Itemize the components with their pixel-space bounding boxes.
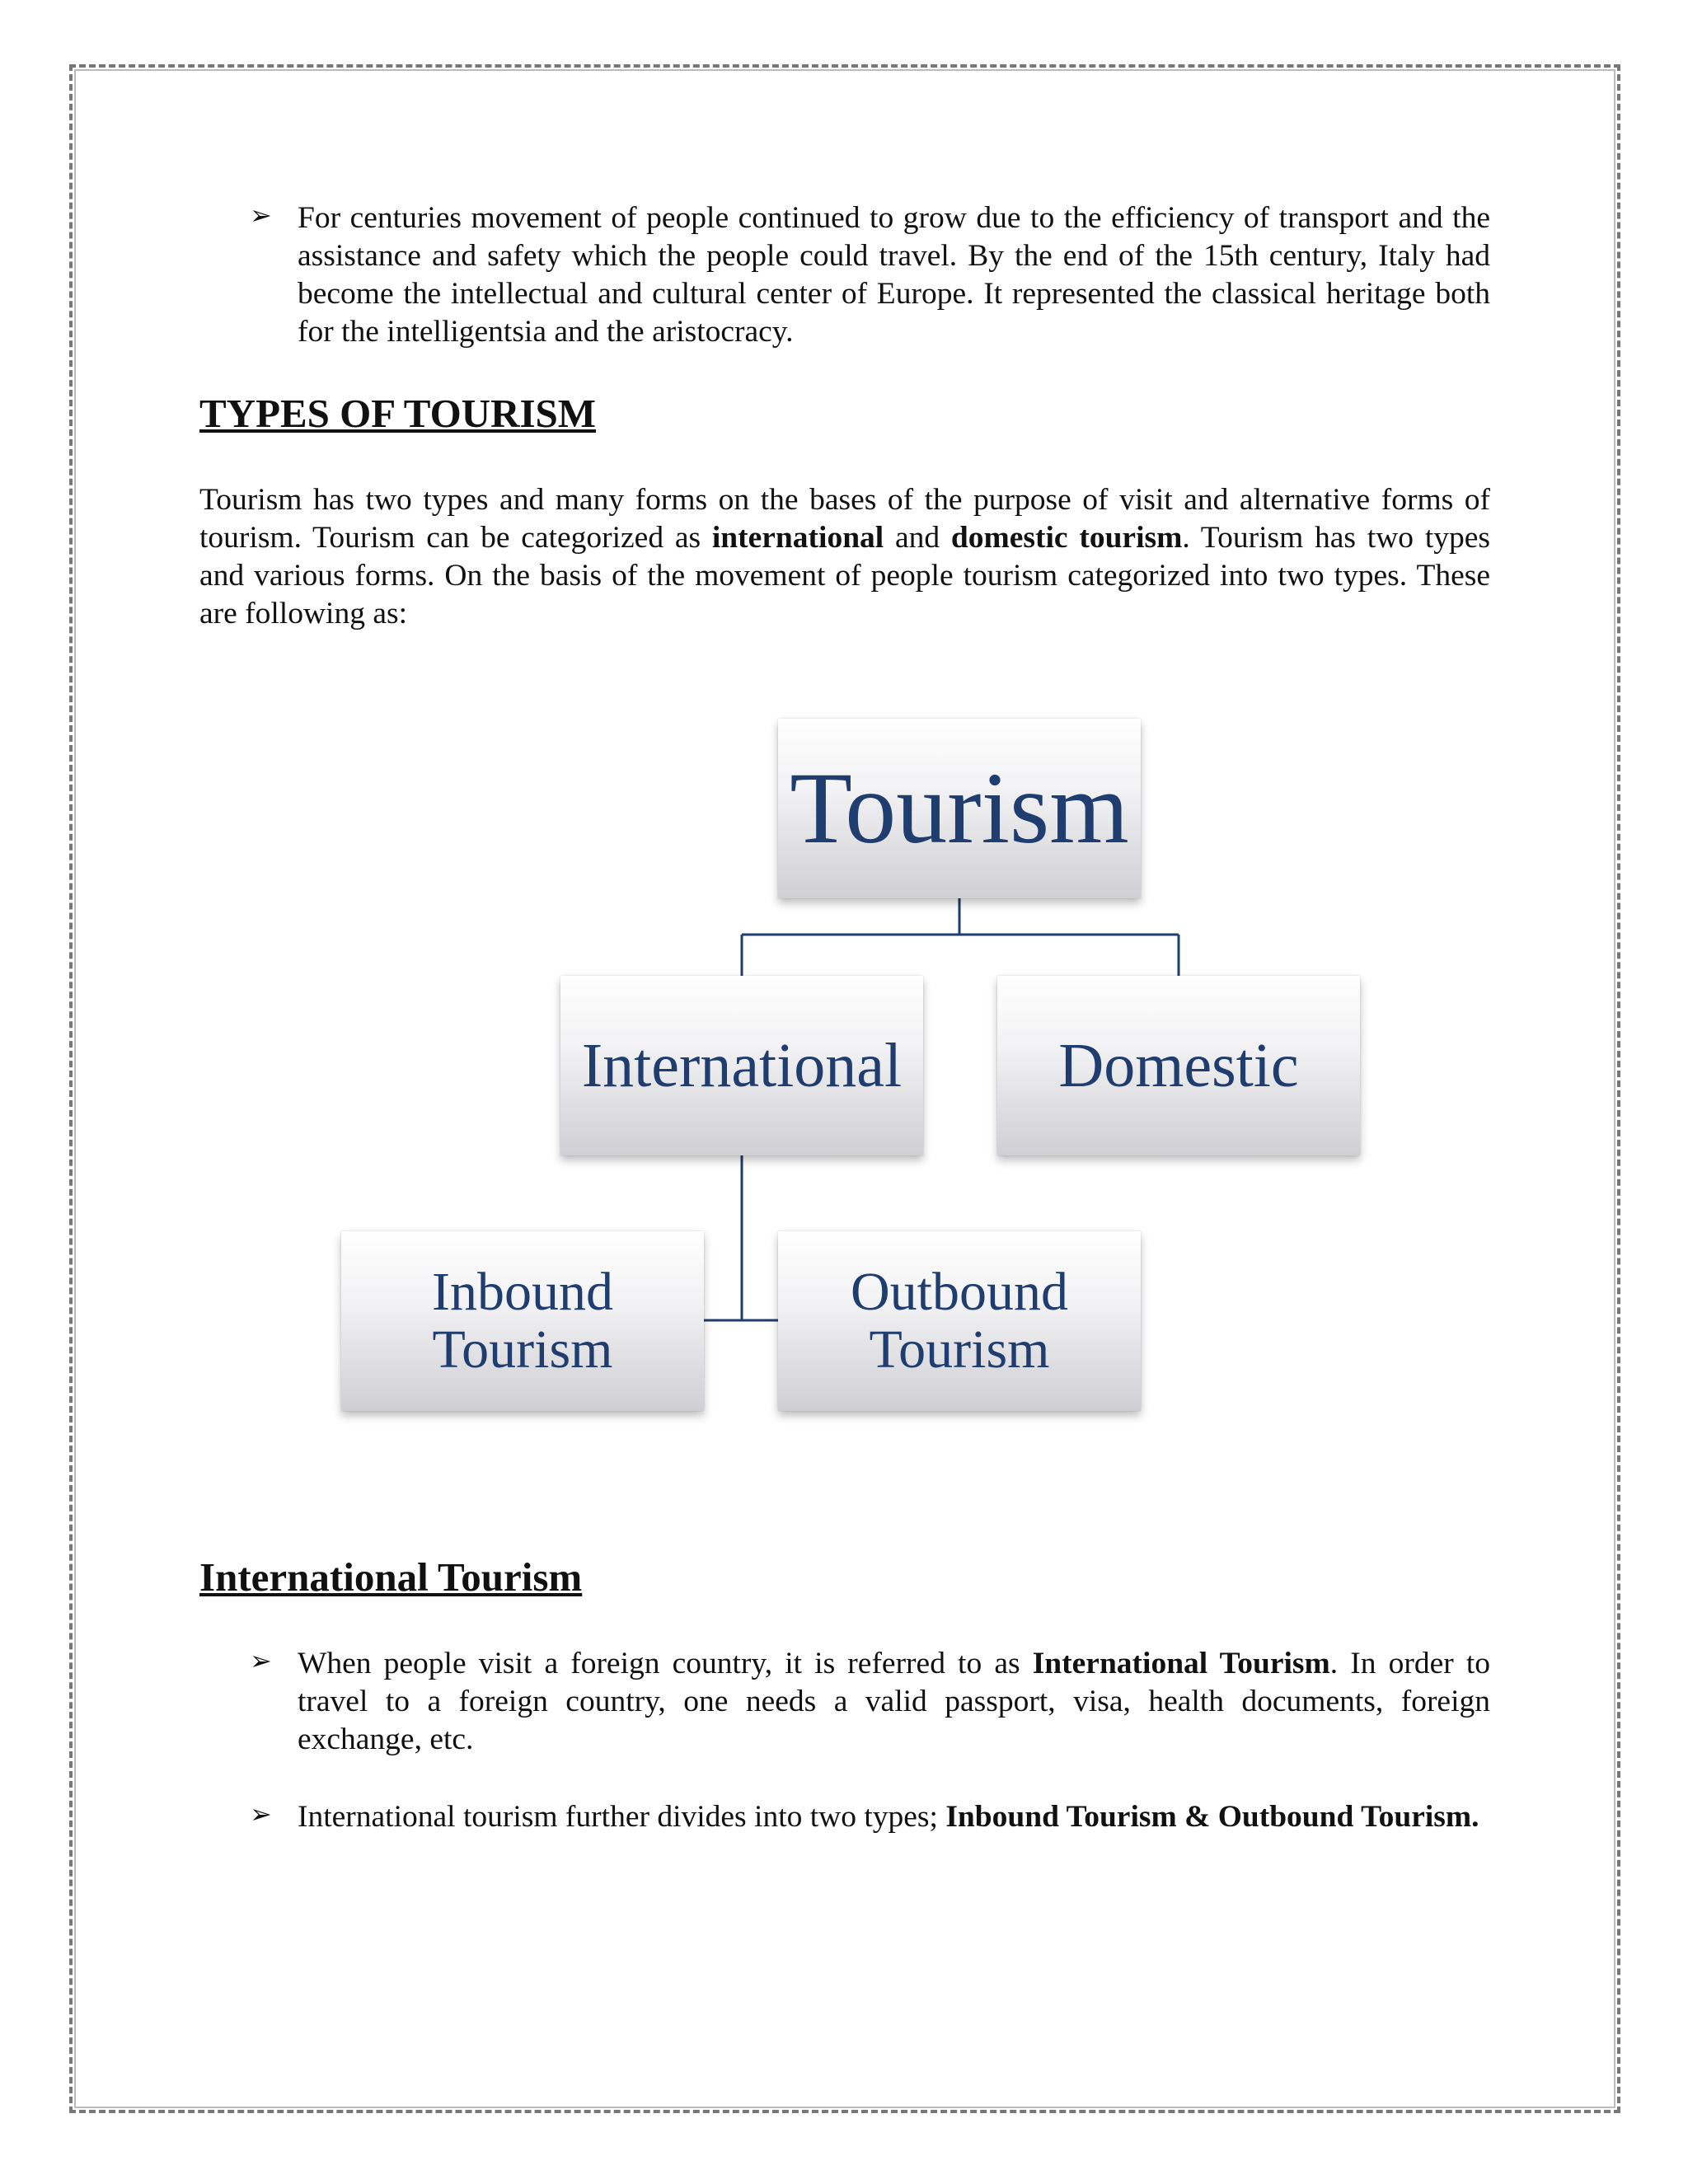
international-bullet-2-bold: Inbound Tourism & Outbound Tourism.: [945, 1800, 1479, 1834]
arrow-bullet-icon: ➢: [250, 1645, 272, 1676]
international-bullet-1-part2: . In order to travel to a foreign country, one needs a valid passport, visa, health documents, foreign exchange, etc.: [298, 1647, 1491, 1756]
arrow-bullet-icon: ➢: [250, 1798, 272, 1830]
diagram-node-inbound-line2: Tourism: [432, 1319, 613, 1380]
types-bold-international: international: [711, 521, 884, 555]
diagram-node-domestic-label: Domestic: [1058, 1031, 1299, 1100]
diagram-node-outbound-line1: Outbound: [851, 1262, 1068, 1322]
diagram-node-domestic: [997, 976, 1360, 1155]
international-heading: International Tourism: [199, 1554, 583, 1600]
diagram-node-tourism: [778, 719, 1141, 898]
diagram-node-international-label: International: [581, 1031, 903, 1100]
diagram-node-inbound-line1: Inbound: [432, 1262, 613, 1322]
types-paragraph: [199, 481, 1490, 633]
diagram-node-inbound: [341, 1231, 704, 1411]
types-text-2: and: [884, 521, 951, 555]
international-bullet-1-part1: When people visit a foreign country, it is referred to as: [298, 1647, 1033, 1680]
types-text-3: . Tourism has two types and various forms. On the basis of the movement of people tourism categorized into two types. These are following as:: [199, 521, 1490, 630]
international-bullet-2-part1: International tourism further divides into two types;: [298, 1800, 946, 1834]
types-bold-domestic: domestic tourism: [950, 521, 1183, 555]
types-heading: TYPES OF TOURISM: [199, 391, 597, 436]
international-bullet-1-bold: International Tourism: [1032, 1647, 1330, 1680]
diagram-node-outbound-line2: Tourism: [869, 1319, 1050, 1380]
intro-bullet: [250, 199, 1490, 351]
international-bullet-2: [250, 1798, 1490, 1836]
diagram-node-outbound: [778, 1231, 1141, 1411]
international-bullet-2-text: [298, 1798, 1490, 1836]
international-bullet-1-text: [298, 1645, 1490, 1759]
diagram-node-tourism-label: Tourism: [790, 752, 1129, 865]
international-bullet-1: [250, 1645, 1490, 1759]
types-text-1: Tourism has two types and many forms on the bases of the purpose of visit and alternative forms of tourism. Tourism can be categorized as: [199, 483, 1490, 555]
diagram-node-international: [560, 976, 923, 1155]
intro-bullet-text: For centuries movement of people continued to grow due to the efficiency of transport and the assistance and safety which the people could travel. By the end of the 15th century, Italy had become the intellectual and cultural center of Europe. It represented the classical heritage both for the intelligentsia and the aristocracy.: [298, 201, 1490, 349]
arrow-bullet-icon: ➢: [250, 199, 272, 231]
